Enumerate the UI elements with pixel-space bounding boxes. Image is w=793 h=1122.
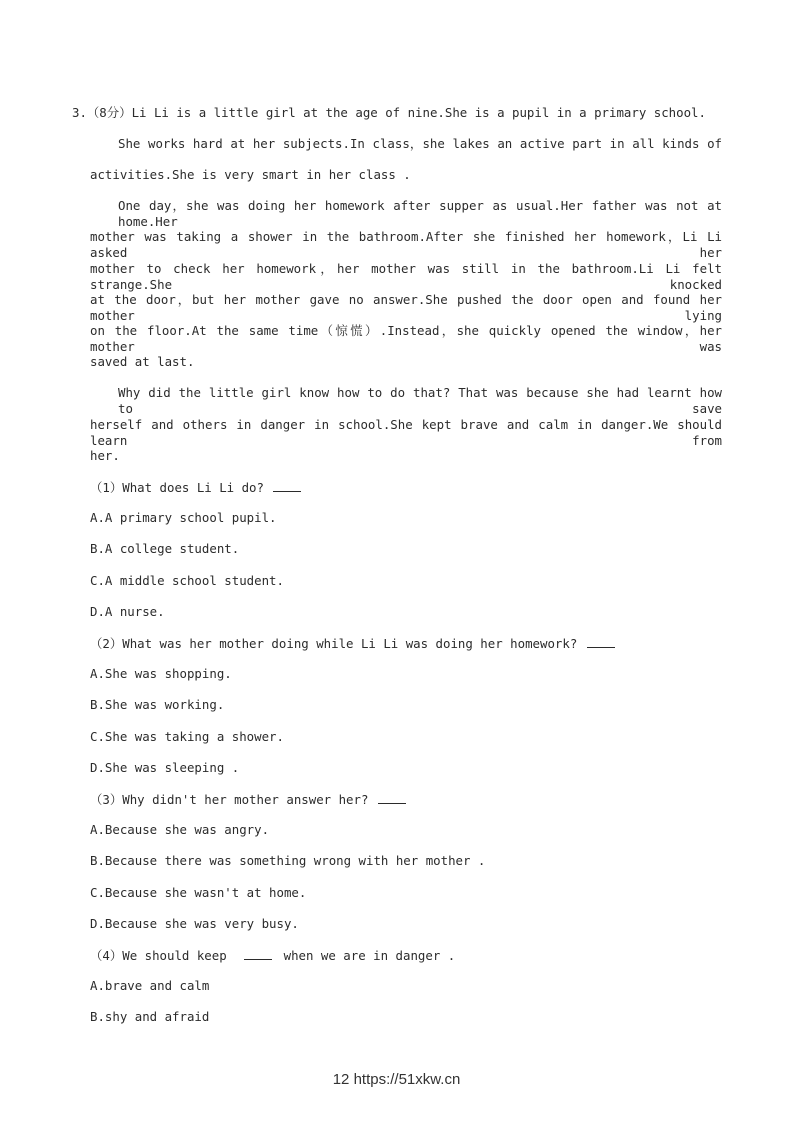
question-stem xyxy=(90,947,455,964)
question-stem-text: （1）What does Li Li do? xyxy=(90,480,264,495)
passage-line: at the door，but her mother gave no answer.She pushed the door open and found her mother lying xyxy=(90,292,722,323)
passage-line: mother was taking a shower in the bathroom.After she finished her homework，Li Li asked her xyxy=(90,229,722,260)
page-footer xyxy=(0,1071,793,1088)
option-b[interactable]: B.A college student. xyxy=(90,541,240,556)
question-stem-text: （2）What was her mother doing while Li Li was doing her homework? xyxy=(90,636,578,651)
question-stem-text: when we are in danger . xyxy=(283,948,456,963)
option-d[interactable]: D.She was sleeping . xyxy=(90,760,240,775)
question-number: 3. xyxy=(72,105,87,120)
passage-line: on the floor.At the same time（惊慌）.Instead，she quickly opened the window，her mother was xyxy=(90,323,722,354)
passage-line: She works hard at her subjects.In class，she lakes an active part in all kinds of xyxy=(118,136,722,151)
passage-line: her. xyxy=(90,448,120,463)
passage-line: mother to check her homework，her mother was still in the bathroom.Li Li felt strange.She knocked xyxy=(90,261,722,292)
option-a[interactable]: A.She was shopping. xyxy=(90,666,232,681)
answer-blank[interactable] xyxy=(244,947,272,960)
question-stem xyxy=(90,479,301,496)
passage-line: herself and others in danger in school.She kept brave and calm in danger.We should learn from xyxy=(90,417,722,448)
passage-line: Why did the little girl know how to do that? That was because she had learnt how to save xyxy=(118,385,722,416)
passage-line: saved at last. xyxy=(90,354,195,369)
question-stem-text: （4）We should keep xyxy=(90,948,227,963)
answer-blank[interactable] xyxy=(273,479,301,492)
footer-url[interactable]: https://51xkw.cn xyxy=(353,1071,461,1088)
option-b[interactable]: B.Because there was something wrong with her mother . xyxy=(90,853,486,868)
option-a[interactable]: A.Because she was angry. xyxy=(90,822,270,837)
answer-blank[interactable] xyxy=(587,635,615,648)
answer-blank[interactable] xyxy=(378,791,406,804)
question-stem-text: （3）Why didn't her mother answer her? xyxy=(90,792,369,807)
option-b[interactable]: B.shy and afraid xyxy=(90,1009,210,1024)
question-stem xyxy=(90,635,615,652)
passage-line: One day，she was doing her homework after supper as usual.Her father was not at home.Her xyxy=(118,198,722,229)
option-a[interactable]: A.brave and calm xyxy=(90,978,210,993)
option-c[interactable]: C.She was taking a shower. xyxy=(90,729,284,744)
option-d[interactable]: D.A nurse. xyxy=(90,604,165,619)
option-c[interactable]: C.Because she wasn't at home. xyxy=(90,885,307,900)
option-c[interactable]: C.A middle school student. xyxy=(90,573,284,588)
question-stem xyxy=(90,791,406,808)
option-d[interactable]: D.Because she was very busy. xyxy=(90,916,299,931)
question-score: （8分） xyxy=(86,105,132,120)
question-intro: Li Li is a little girl at the age of nine.She is a pupil in a primary school. xyxy=(131,105,706,120)
option-a[interactable]: A.A primary school pupil. xyxy=(90,510,277,525)
option-b[interactable]: B.She was working. xyxy=(90,697,225,712)
question-header xyxy=(72,105,706,121)
passage-line: activities.She is very smart in her class . xyxy=(90,167,411,182)
page-number: 12 xyxy=(332,1071,350,1088)
